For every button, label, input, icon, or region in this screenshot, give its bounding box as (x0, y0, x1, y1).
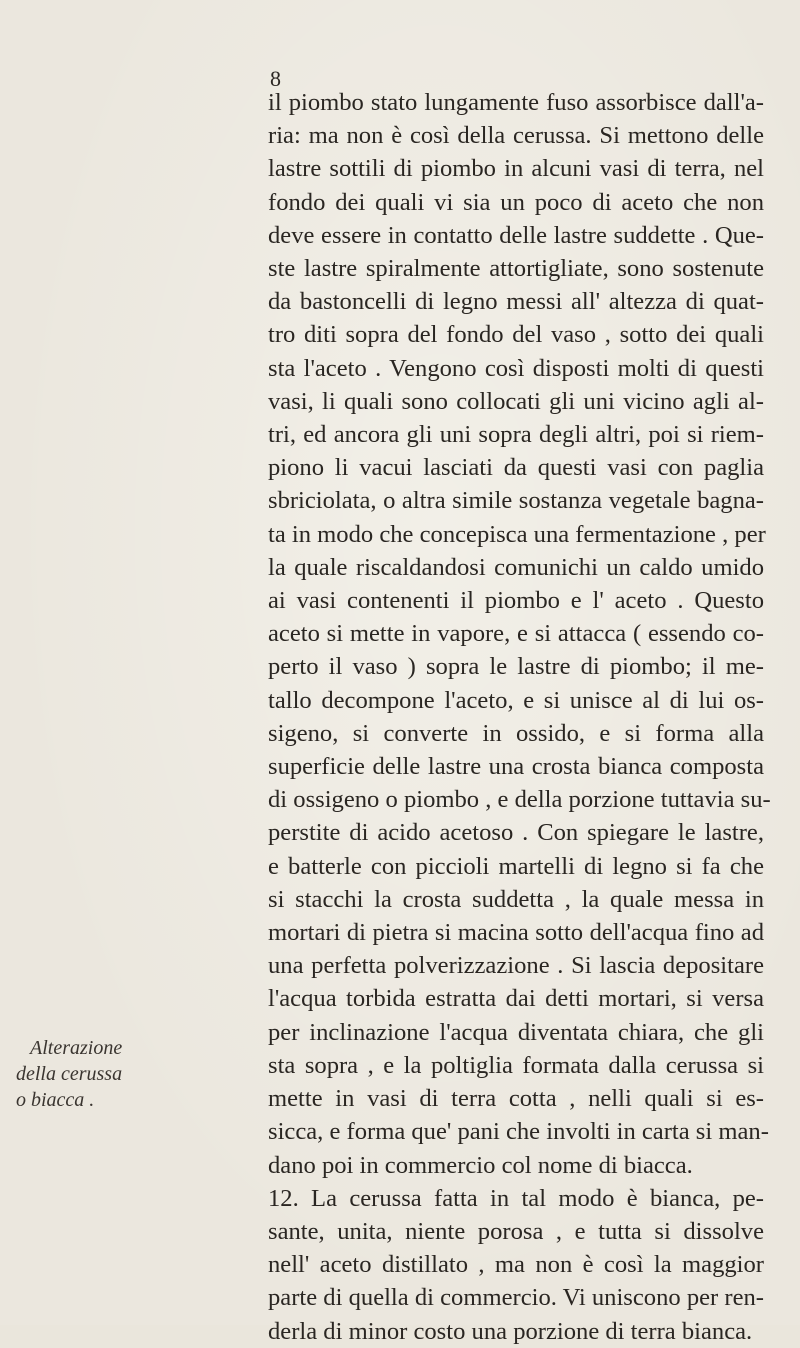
text-line: sbriciolata, o altra simile sostanza vegetale bagna- (268, 487, 764, 515)
text-line: 12. La cerussa fatta in tal modo è bianca, pe- (268, 1184, 764, 1212)
text-line: perstite di acido acetoso . Con spiegare le lastre, (268, 819, 764, 847)
text-line: per inclinazione l'acqua diventata chiara, che gli (268, 1018, 764, 1046)
text-line: tro diti sopra del fondo del vaso , sotto dei quali (268, 321, 764, 349)
text-line: perto il vaso ) sopra le lastre di piombo; il me- (268, 653, 764, 681)
text-line: ai vasi contenenti il piombo e l' aceto . Questo (268, 587, 764, 615)
text-line: vasi, li quali sono collocati gli uni vicino agli al- (268, 387, 764, 415)
marginal-note (16, 1035, 261, 1113)
text-line: superficie delle lastre una crosta bianca composta (268, 753, 764, 781)
text-line: parte di quella di commercio. Vi uniscono per ren- (268, 1284, 764, 1312)
text-line: deve essere in contatto delle lastre suddette . Que- (268, 221, 764, 249)
text-line: ria: ma non è così della cerussa. Si mettono delle (268, 122, 764, 150)
text-line: fondo dei quali vi sia un poco di aceto che non (268, 188, 764, 216)
text-line: derla di minor costo una porzione di terra bianca. (268, 1317, 753, 1345)
text-line: sta l'aceto . Vengono così disposti molti di questi (268, 354, 764, 382)
text-line: tri, ed ancora gli uni sopra degli altri, poi si riem- (268, 421, 764, 449)
text-line: sta sopra , e la poltiglia formata dalla cerussa si (268, 1051, 764, 1079)
marginal-note-line: o biacca . (16, 1089, 95, 1111)
text-line: sante, unita, niente porosa , e tutta si dissolve (268, 1217, 764, 1245)
text-line: aceto si mette in vapore, e si attacca ( essendo co- (268, 620, 764, 648)
text-line: l'acqua torbida estratta dai detti mortari, si versa (268, 985, 764, 1013)
text-line: tallo decompone l'aceto, e si unisce al di lui os- (268, 686, 764, 714)
text-line: nell' aceto distillato , ma non è così la maggior (268, 1251, 764, 1279)
text-line: ste lastre spiralmente attortigliate, sono sostenute (268, 255, 764, 283)
page-number: 8 (270, 66, 282, 91)
marginal-note-line: della cerussa (16, 1063, 123, 1085)
text-line: il piombo stato lungamente fuso assorbisce dall'a- (268, 89, 764, 116)
text-line: sigeno, si converte in ossido, e si forma alla (268, 719, 764, 747)
text-line: sicca, e forma que' pani che involti in carta si man- (268, 1118, 769, 1146)
text-line: da bastoncelli di legno messi all' altezza di quat- (268, 288, 764, 316)
text-line: piono li vacui lasciati da questi vasi con paglia (268, 454, 764, 482)
text-line: di ossigeno o piombo , e della porzione tuttavia su- (268, 786, 771, 814)
text-line: la quale riscaldandosi comunichi un caldo umido (268, 553, 764, 581)
marginal-note-line: Alterazione (30, 1037, 123, 1059)
text-line: mortari di pietra si macina sotto dell'acqua fino ad (268, 919, 764, 947)
text-line: si stacchi la crosta suddetta , la quale messa in (268, 885, 764, 913)
text-line: una perfetta polverizzazione . Si lascia depositare (268, 952, 764, 980)
body-text (268, 86, 771, 1348)
text-line: ta in modo che concepisca una fermentazione , per (268, 520, 766, 548)
text-line: dano poi in commercio col nome di biacca. (268, 1151, 693, 1179)
text-line: e batterle con piccioli martelli di legno si fa che (268, 852, 764, 880)
text-line: lastre sottili di piombo in alcuni vasi di terra, nel (268, 155, 764, 183)
text-line: mette in vasi di terra cotta , nelli quali si es- (268, 1085, 764, 1113)
